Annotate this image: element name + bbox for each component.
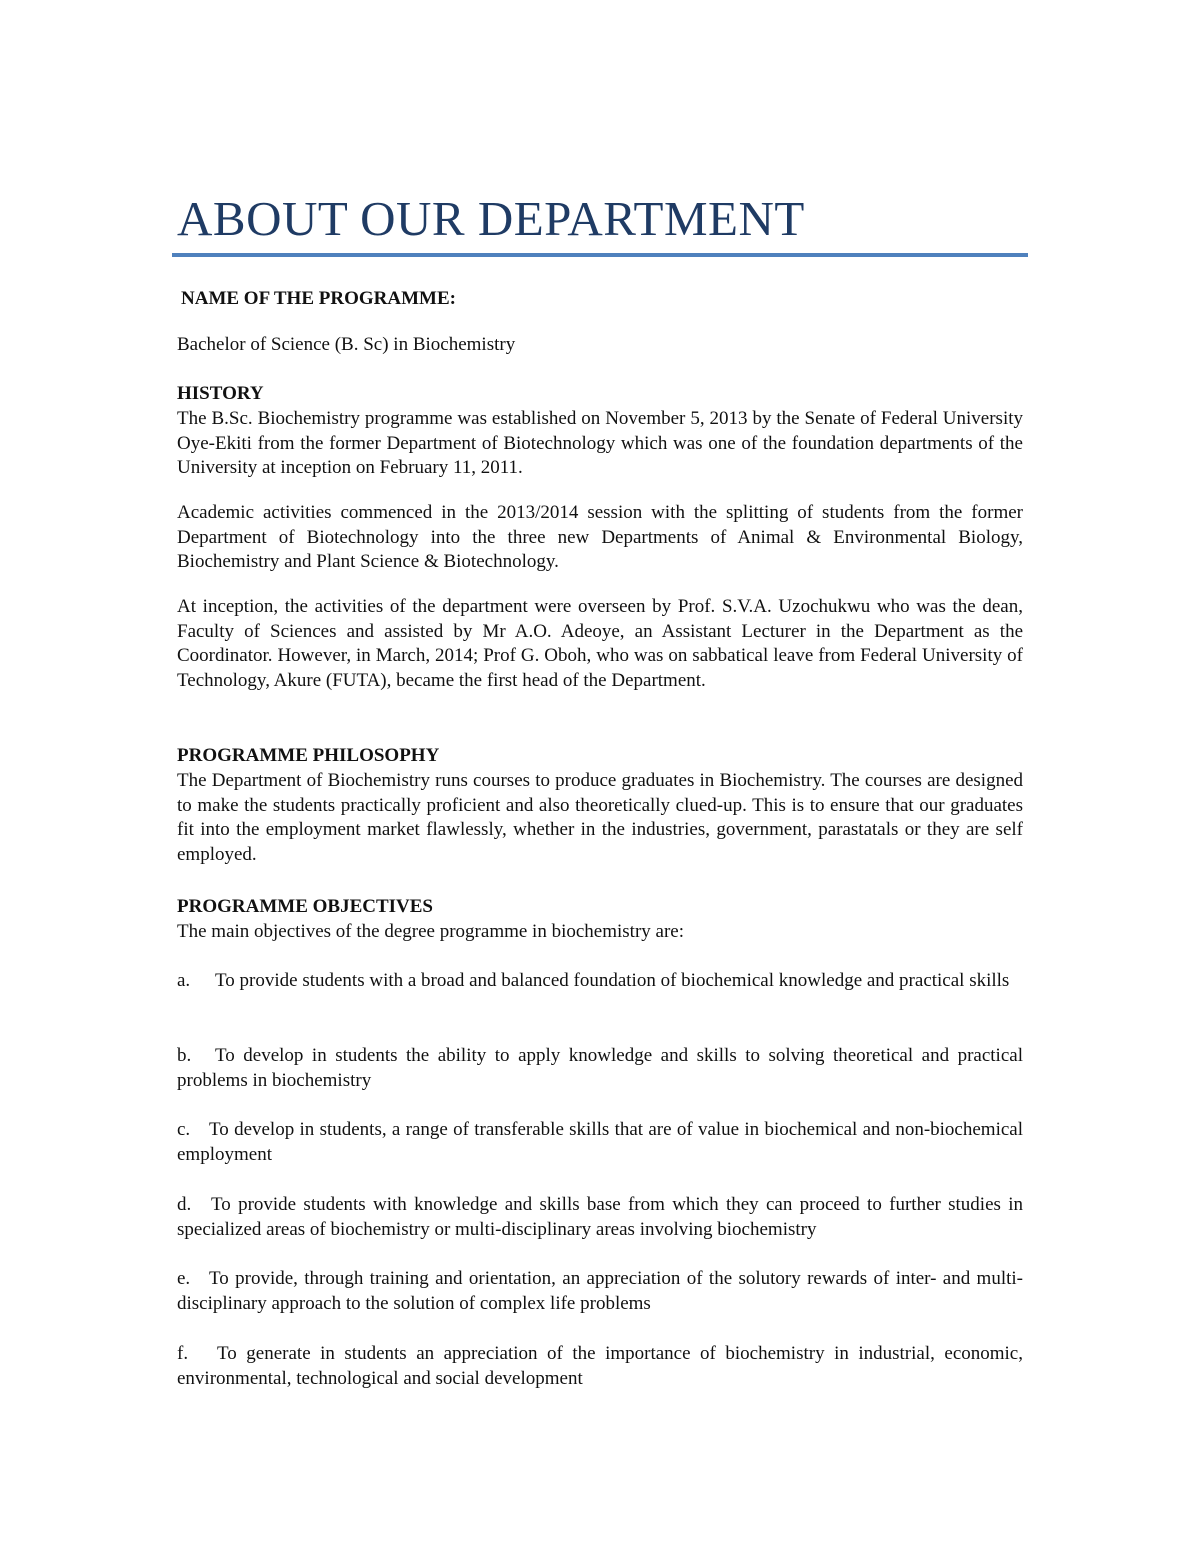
objectives-heading: PROGRAMME OBJECTIVES <box>177 896 433 917</box>
objective-letter: e. <box>177 1268 191 1289</box>
objective-letter: f. <box>177 1343 189 1364</box>
objective-item-b <box>177 1044 1023 1093</box>
philosophy-paragraph: The Department of Biochemistry runs courses to produce graduates in Biochemistry. The courses are designed to make the students practically proficient and also theoretically clued-up. This is to ensure that our graduates fit into the employment market flawlessly, whether in the industries, government, parastatals or they are self employed. <box>177 770 1023 865</box>
programme-name: Bachelor of Science (B. Sc) in Biochemistry <box>177 334 516 355</box>
history-paragraph-1: The B.Sc. Biochemistry programme was established on November 5, 2013 by the Senate of Federal University Oye-Ekiti from the former Department of Biotechnology which was one of the foundation departments of the University at inception on February 11, 2011. <box>177 408 1023 479</box>
objective-item-f <box>177 1342 1023 1391</box>
objective-letter: c. <box>177 1119 191 1140</box>
objective-item-a <box>177 969 1023 994</box>
objective-text: To provide students with knowledge and skills base from which they can proceed to further studies in specialized areas of biochemistry or multi-disciplinary areas involving biochemistry <box>177 1194 1023 1240</box>
objective-text: To provide students with a broad and balanced foundation of biochemical knowledge and practical skills <box>215 970 1010 991</box>
history-paragraph-3: At inception, the activities of the department were overseen by Prof. S.V.A. Uzochukwu who was the dean, Faculty of Sciences and assisted by Mr A.O. Adeoye, an Assistant Lecturer in the Department as the Coordinator. However, in March, 2014; Prof G. Oboh, who was on sabbatical leave from Federal University of Technology, Akure (FUTA), became the first head of the Department. <box>177 596 1023 691</box>
title-underline <box>172 253 1028 257</box>
history-heading: HISTORY <box>177 383 264 404</box>
objectives-intro: The main objectives of the degree programme in biochemistry are: <box>177 921 685 942</box>
objective-item-e <box>177 1267 1023 1316</box>
page-title: ABOUT OUR DEPARTMENT <box>177 191 805 246</box>
objective-item-d <box>177 1193 1023 1242</box>
programme-name-heading: NAME OF THE PROGRAMME: <box>181 288 456 309</box>
objective-letter: b. <box>177 1045 192 1066</box>
objective-letter: d. <box>177 1194 192 1215</box>
objective-letter: a. <box>177 970 191 991</box>
objective-text: To generate in students an appreciation of the importance of biochemistry in industrial, economic, environmental, technological and social development <box>177 1343 1023 1389</box>
objective-text: To develop in students, a range of transferable skills that are of value in biochemical and non-biochemical employment <box>177 1119 1023 1165</box>
objective-text: To provide, through training and orientation, an appreciation of the solutory rewards of inter- and multi-disciplinary approach to the solution of complex life problems <box>177 1268 1023 1314</box>
philosophy-heading: PROGRAMME PHILOSOPHY <box>177 745 440 766</box>
objective-item-c <box>177 1118 1023 1167</box>
history-paragraph-2: Academic activities commenced in the 2013/2014 session with the splitting of students from the former Department of Biotechnology into the three new Departments of Animal & Environmental Biology, Biochemistry and Plant Science & Biotechnology. <box>177 502 1023 573</box>
objective-text: To develop in students the ability to apply knowledge and skills to solving theoretical and practical problems in biochemistry <box>177 1045 1023 1091</box>
